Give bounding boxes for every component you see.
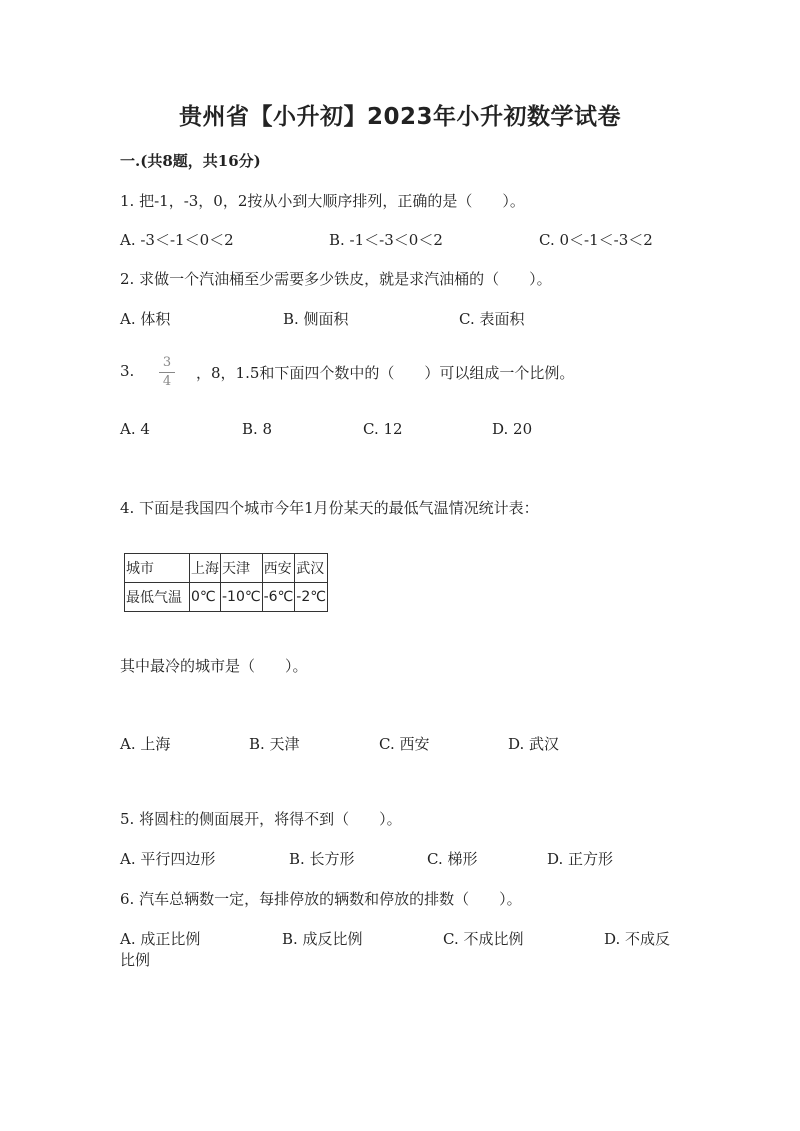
q5-option-b: B. 长方形 [289,850,355,868]
q1-option-b: B. -1＜-3＜0＜2 [329,231,443,249]
q4-option-d: D. 武汉 [508,735,560,753]
question-2: 2. 求做一个汽油桶至少需要多少铁皮，就是求汽油桶的（ ）。 [120,270,552,288]
section-header: 一.(共8题，共16分) [120,152,261,170]
q6-option-d: D. 不成反 [604,930,671,948]
exam-title: 贵州省【小升初】2023年小升初数学试卷 [178,104,621,130]
q6-option-b: B. 成反比例 [282,930,363,948]
fraction-three-quarters [158,356,176,389]
q6-option-d-continued: 比例 [120,951,151,969]
q1-option-a: A. -3＜-1＜0＜2 [120,231,234,249]
table-cell: 天津 [221,554,263,583]
question-4-prompt: 其中最冷的城市是（ ）。 [120,657,308,675]
q3-option-a: A. 4 [120,420,150,438]
q5-option-d: D. 正方形 [547,850,614,868]
question-5: 5. 将圆柱的侧面展开，将得不到（ ）。 [120,810,402,828]
question-3-text: ，8，1.5和下面四个数中的（ ）可以组成一个比例。 [196,364,575,382]
fraction-denominator: 4 [162,374,172,389]
question-1: 1. 把-1，-3，0，2按从小到大顺序排列，正确的是（ ）。 [120,192,525,210]
table-cell: -6℃ [262,583,295,612]
q3-option-c: C. 12 [363,420,403,438]
question-6: 6. 汽车总辆数一定，每排停放的辆数和停放的排数（ ）。 [120,890,522,908]
table-cell: 上海 [190,554,221,583]
q2-option-b: B. 侧面积 [283,310,349,328]
table-cell: 武汉 [295,554,328,583]
table-row [125,554,328,583]
q4-option-a: A. 上海 [120,735,171,753]
q2-option-a: A. 体积 [120,310,171,328]
q6-option-c: C. 不成比例 [443,930,524,948]
q5-option-a: A. 平行四边形 [120,850,216,868]
fraction-bar [159,372,175,373]
table-cell: 西安 [262,554,295,583]
question-4: 4. 下面是我国四个城市今年1月份某天的最低气温情况统计表： [120,499,539,517]
table-row [125,583,328,612]
q3-option-d: D. 20 [492,420,533,438]
table-cell: 城市 [125,554,190,583]
q2-option-c: C. 表面积 [459,310,525,328]
q4-option-b: B. 天津 [249,735,300,753]
question-3-number: 3. [120,362,135,380]
table-cell: -2℃ [295,583,328,612]
table-cell: 最低气温 [125,583,190,612]
fraction-numerator: 3 [162,355,172,370]
q5-option-c: C. 梯形 [427,850,478,868]
q3-option-b: B. 8 [242,420,273,438]
q1-option-c: C. 0＜-1＜-3＜2 [539,231,653,249]
temperature-table [124,553,328,612]
q4-option-c: C. 西安 [379,735,430,753]
table-cell: -10℃ [221,583,263,612]
table-cell: 0℃ [190,583,221,612]
q6-option-a: A. 成正比例 [120,930,201,948]
